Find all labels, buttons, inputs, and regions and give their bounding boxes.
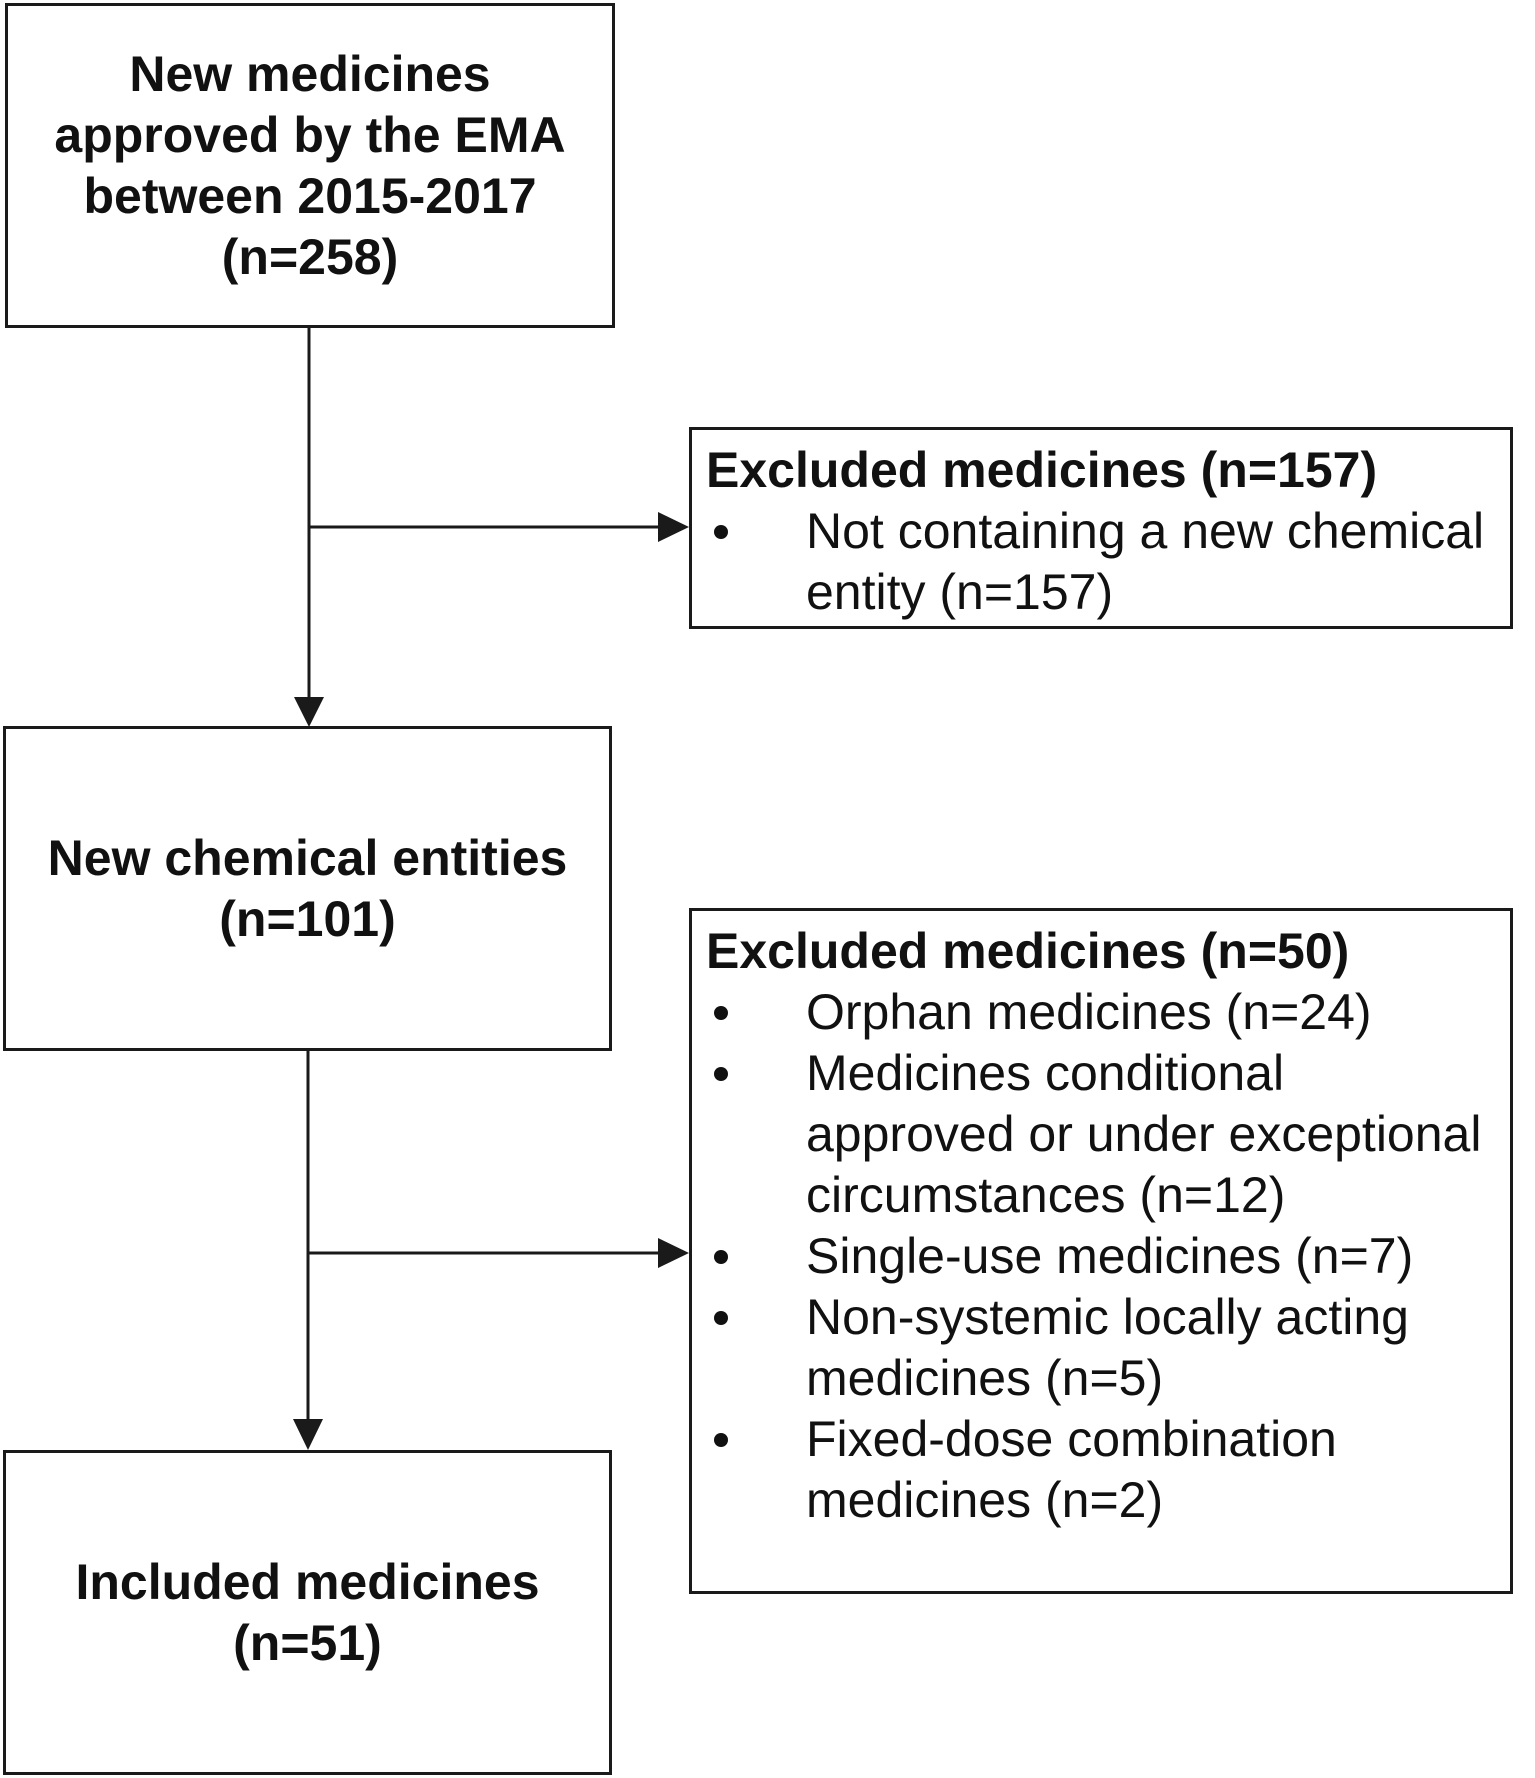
exclusion2-item [706,1043,1496,1226]
arrowhead-to-exclusion1 [658,512,689,542]
exclusion2-item [706,1226,1496,1287]
start-line-4: (n=258) [221,228,399,285]
exclusion2-item-text: Fixed-dose combination medicines (n=2) [806,1411,1337,1528]
bullet-icon [714,525,728,539]
arrowhead-to-end [293,1419,323,1450]
bullet-icon [714,1067,728,1081]
exclusion2-item [706,1409,1496,1531]
middle-line-1: New chemical entities [47,829,568,886]
exclusion2-item-text: Single-use medicines (n=7) [806,1228,1414,1284]
exclusion2-item-text: Medicines conditional approved or under exceptional circumstances (n=12) [806,1045,1482,1223]
start-box [5,3,615,328]
exclusion2-list [706,982,1496,1531]
end-line-1: Included medicines [75,1553,540,1610]
bullet-icon [714,1311,728,1325]
middle-box [3,726,612,1051]
exclusion2-item [706,982,1496,1043]
exclusion1-title: Excluded medicines (n=157) [706,442,1378,498]
end-line-2: (n=51) [233,1614,382,1671]
exclusion1-box [689,427,1513,629]
bullet-icon [714,1433,728,1447]
arrowhead-to-middle [294,697,324,727]
start-line-3: between 2015-2017 [83,167,537,224]
bullet-icon [714,1250,728,1264]
middle-line-2: (n=101) [219,890,396,947]
end-box [3,1450,612,1775]
exclusion2-item-text: Non-systemic locally acting medicines (n=5) [806,1289,1409,1406]
exclusion2-box [689,908,1513,1594]
exclusion1-list [706,501,1496,623]
exclusion1-item [706,501,1496,623]
arrowhead-to-exclusion2 [658,1238,689,1268]
exclusion2-title: Excluded medicines (n=50) [706,923,1350,979]
start-line-2: approved by the EMA [54,106,566,163]
bullet-icon [714,1006,728,1020]
start-line-1: New medicines [129,45,491,102]
exclusion2-item [706,1287,1496,1409]
exclusion1-item-text: Not containing a new chemical entity (n=157) [806,503,1485,620]
exclusion2-item-text: Orphan medicines (n=24) [806,984,1372,1040]
